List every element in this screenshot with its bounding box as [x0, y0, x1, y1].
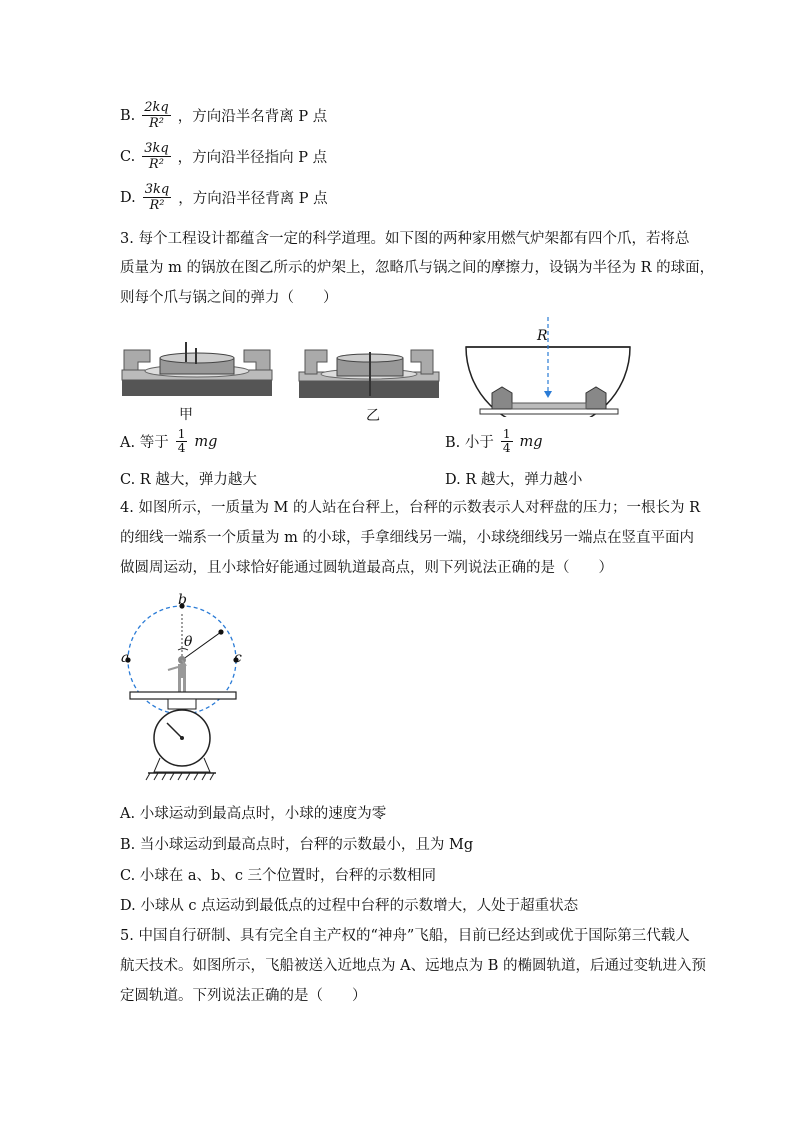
option-prefix: B. 小于: [445, 435, 494, 451]
stove-yi-label: 乙: [366, 408, 380, 424]
q4-option-b: B. 当小球运动到最高点时，台秤的示数最小，且为 Mg: [120, 837, 474, 853]
q4-stem-line-2: 的细线一端系一个质量为 m 的小球，手拿细线另一端，小球绕细线另一端点在竖直平面内: [120, 530, 694, 546]
q4-stem-line-3: 做圆周运动，且小球恰好能通过圆轨道最高点，则下列说法正确的是（ ）: [120, 560, 613, 576]
q5-stem-line-3: 定圆轨道。下列说法正确的是（ ）: [120, 988, 367, 1004]
q3-option-c: C. R 越大，弹力越大: [120, 472, 257, 488]
theta-label: θ: [184, 634, 193, 650]
fraction: [142, 141, 170, 172]
q2-option-d: [120, 182, 328, 213]
option-text: ，方向沿半径背离 P 点: [178, 191, 328, 207]
q4-option-d: D. 小球从 c 点运动到最低点的过程中台秤的示数增大，人处于超重状态: [120, 898, 579, 914]
q3-stem-line-2: 质量为 m 的锅放在图乙所示的炉架上，忽略爪与锅之间的摩擦力，设锅为半径为 R 的球面，: [120, 260, 715, 276]
q5-stem-line-2: 航天技术。如图所示，飞船被送入近地点为 A、远地点为 B 的椭圆轨道，后通过变轨进入预: [120, 958, 706, 974]
pot-on-claws-figure: [462, 315, 634, 417]
option-suffix: mg: [519, 433, 543, 450]
point-c-label: c: [234, 650, 242, 666]
q3-option-b: [445, 428, 543, 455]
point-b-label: b: [178, 592, 187, 608]
q5-stem-line-1: 5. 中国自行研制、具有完全自主产权的“神舟”飞船，目前已经达到或优于国际第三代载人: [120, 928, 690, 944]
fraction: [501, 428, 513, 455]
option-suffix: mg: [194, 433, 218, 450]
fraction-numerator: 1: [502, 427, 511, 441]
fraction: [143, 182, 171, 213]
fraction-numerator: 3kq: [144, 141, 169, 156]
option-letter: D.: [120, 189, 136, 206]
radius-label: R: [537, 328, 548, 344]
q4-stem-line-1: 4. 如图所示，一质量为 M 的人站在台秤上，台秤的示数表示人对秤盘的压力；一根长为 R: [120, 500, 701, 516]
option-text: ，方向沿半名背离 P 点: [177, 109, 328, 125]
option-letter: B.: [120, 107, 136, 124]
stove-yi-figure: [297, 348, 442, 400]
q2-option-c: [120, 141, 327, 172]
fraction-denominator: R²: [148, 157, 164, 172]
fraction-numerator: 2kq: [144, 100, 169, 115]
q2-option-b: [120, 100, 327, 131]
option-letter: C.: [120, 148, 136, 165]
fraction-denominator: R²: [149, 198, 165, 213]
fraction: [176, 428, 188, 455]
scale-circular-motion-figure: [118, 592, 248, 784]
q3-option-d: D. R 越大，弹力越小: [445, 472, 583, 488]
fraction-numerator: 3kq: [144, 182, 170, 197]
fraction: [142, 100, 170, 131]
stove-jia-figure: [120, 340, 275, 402]
fraction-numerator: 1: [177, 427, 186, 441]
option-text: ，方向沿半径指向 P 点: [177, 150, 328, 166]
fraction-denominator: R²: [149, 116, 164, 131]
stove-jia-label: 甲: [179, 407, 193, 423]
q4-option-c: C. 小球在 a、b、c 三个位置时，台秤的示数相同: [120, 868, 437, 884]
q4-option-a: A. 小球运动到最高点时，小球的速度为零: [120, 806, 387, 822]
fraction-denominator: 4: [502, 441, 511, 455]
q3-option-a: [120, 428, 217, 455]
point-a-label: a: [121, 650, 130, 666]
q3-stem-line-3: 则每个爪与锅之间的弹力（ ）: [120, 290, 338, 306]
q3-stem-line-1: 3. 每个工程设计都蕴含一定的科学道理。如下图的两种家用燃气炉架都有四个爪，若将总: [120, 231, 690, 247]
fraction-denominator: 4: [177, 441, 186, 455]
option-prefix: A. 等于: [120, 435, 169, 451]
